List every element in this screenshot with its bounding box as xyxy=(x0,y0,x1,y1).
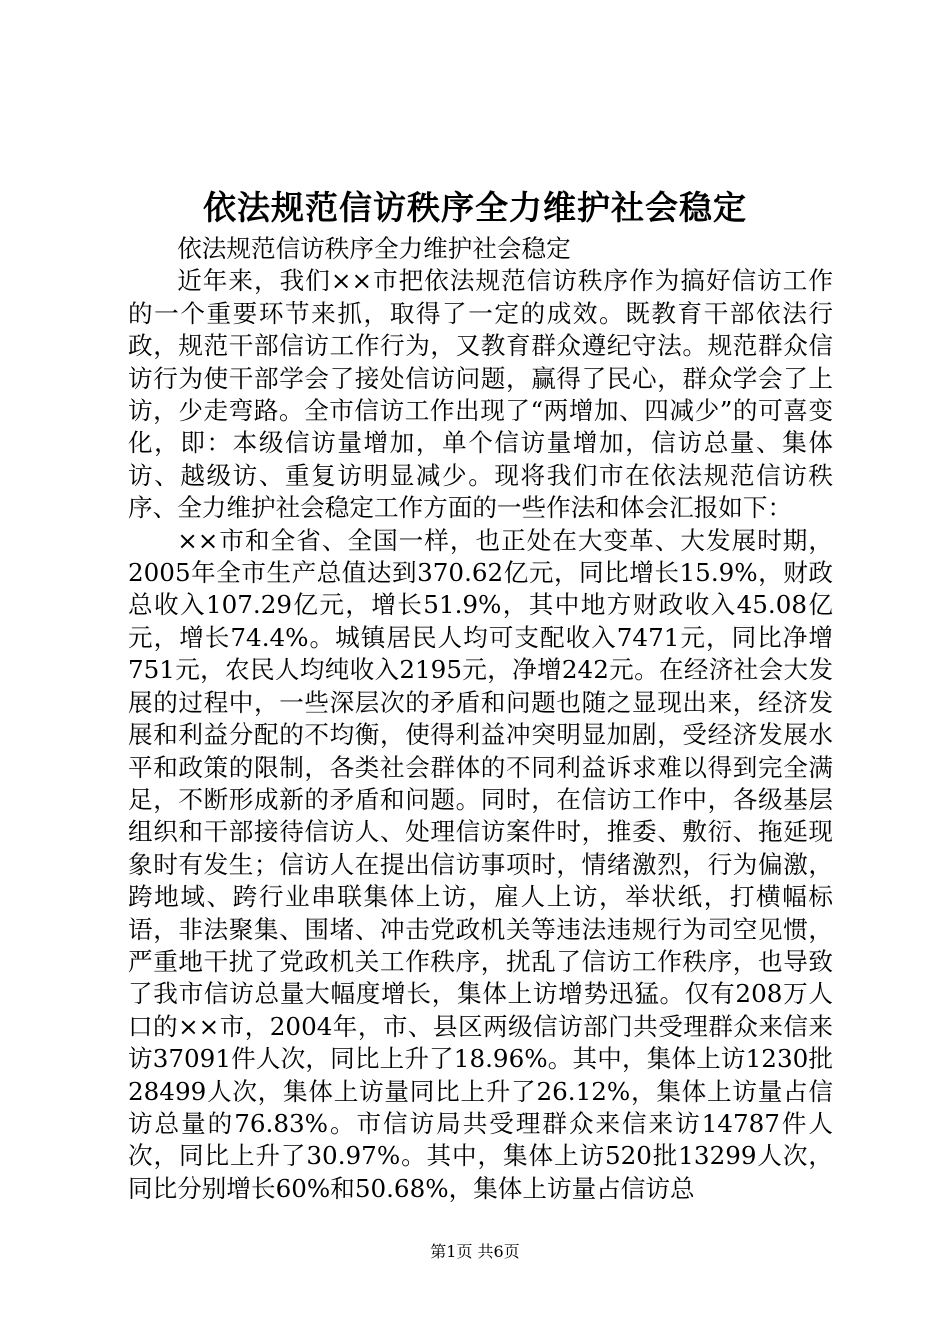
paragraph-intro: 近年来，我们××市把依法规范信访秩序作为搞好信访工作的一个重要环节来抓，取得了一定的成效。既教育干部依法行政，规范干部信访工作行为，又教育群众遵纪守法。规范群众信访行为使干部学会了接处信访问题，赢得了民心，群众学会了上访，少走弯路。全市信访工作出现了“两增加、四减少”的可喜变化，即：本级信访量增加，单个信访量增加，信访总量、集体访、越级访、重复访明显减少。现将我们市在依法规范信访秩序、全力维护社会稳定工作方面的一些作法和体会汇报如下： xyxy=(128,266,833,523)
document-body xyxy=(128,233,833,1205)
page-footer: 第1页 共6页 xyxy=(430,1242,520,1261)
paragraph-subtitle: 依法规范信访秩序全力维护社会稳定 xyxy=(177,234,571,263)
document-title: 依法规范信访秩序全力维护社会稳定 xyxy=(203,188,747,227)
paragraph-background: ××市和全省、全国一样，也正处在大变革、大发展时期，2005年全市生产总值达到370.62亿元，同比增长15.9%，财政总收入107.29亿元，增长51.9%，其中地方财政收入45.08亿元，增长74.4%。城镇居民人均可支配收入7471元，同比净增751元，农民人均纯收入2195元，净增242元。在经济社会大发展的过程中，一些深层次的矛盾和问题也随之显现出来，经济发展和利益分配的不均衡，使得利益冲突明显加剧，受经济发展水平和政策的限制，各类社会群体的不同利益诉求难以得到完全满足，不断形成新的矛盾和问题。同时，在信访工作中，各级基层组织和干部接待信访人、处理信访案件时，推委、敷衍、拖延现象时有发生；信访人在提出信访事项时，情绪激烈，行为偏激，跨地域、跨行业串联集体上访，雇人上访，举状纸，打横幅标语，非法聚集、围堵、冲击党政机关等违法违规行为司空见惯，严重地干扰了党政机关工作秩序，扰乱了信访工作秩序，也导致了我市信访总量大幅度增长，集体上访增势迅猛。仅有208万人口的××市，2004年，市、县区两级信访部门共受理群众来信来访37091件人次，同比上升了18.96%。其中，集体上访1230批28499人次，集体上访量同比上升了26.12%，集体上访量占信访总量的76.83%。市信访局共受理群众来信来访14787件人次，同比上升了30.97%。其中，集体上访520批13299人次，同比分别增长60%和50.68%，集体上访量占信访总 xyxy=(128,525,833,1203)
